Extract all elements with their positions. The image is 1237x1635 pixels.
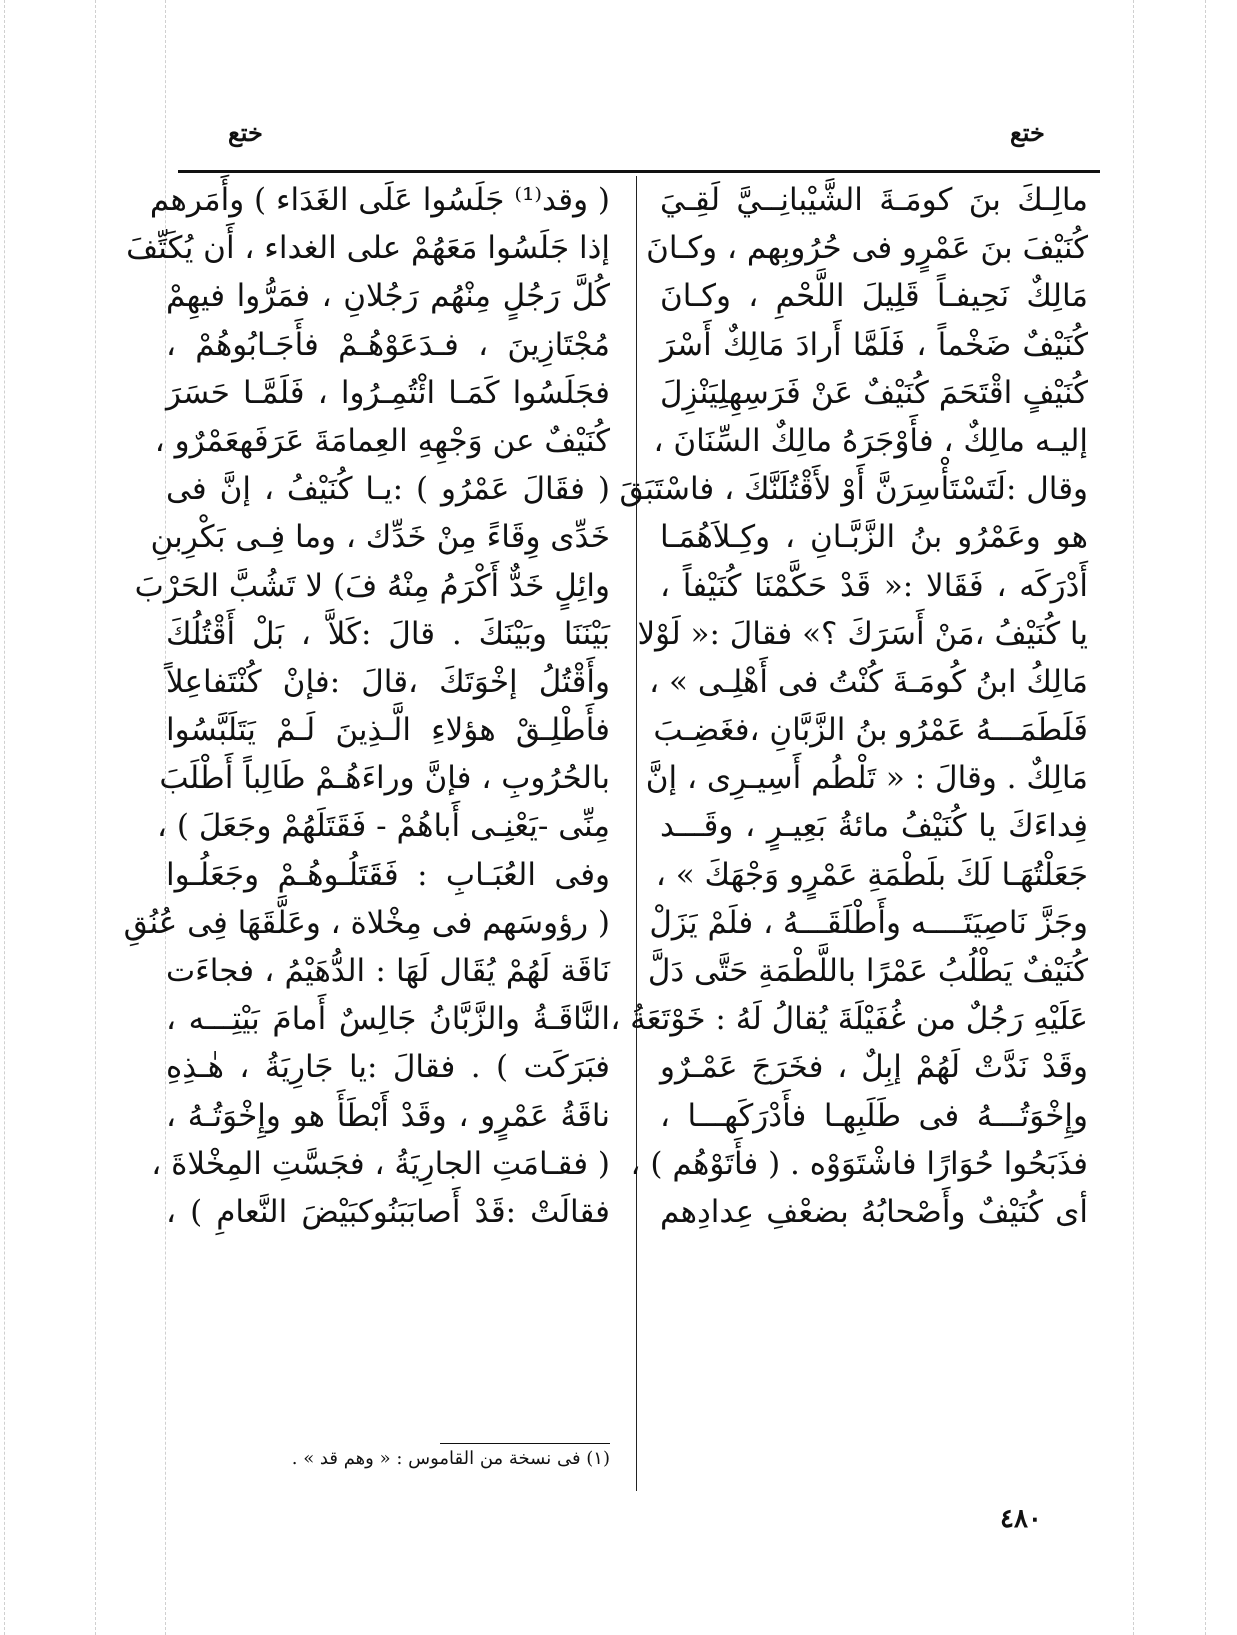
text-line: إذا جَلَسُوا مَعَهُمْ على الغداء ، أَن يُكَتِّفَ — [126, 230, 610, 267]
text-line: وأَقْتُلُ إخْوَتَكَ ،قالَ :فإنْ كُنْتَفاعِلاً — [166, 663, 610, 700]
text-line: فأَطْلِـقْ هؤلاءِ الَّـذِينَ لَـمْ يَتَلَبَّسُوا — [166, 712, 610, 749]
text-line: كُنَيْفَ بنَ عَمْرٍو فى حُرُوبِهم ، وكـانَ — [646, 230, 1088, 267]
text-line: جَعَلْتُهَـا لَكَ بلَطْمَةِ عَمْرٍو وَجْهَكَ » ، — [655, 856, 1088, 893]
text-line: وإِخْوَتُـــهُ فى طَلَبِهـا فأَدْرَكَهـــا ، — [660, 1097, 1088, 1134]
running-head-right: ختع — [1010, 118, 1045, 147]
text-line: هو وعَمْرُو بنُ الزَّبَّـانِ ، وكِـلاَهُمَـا — [660, 519, 1088, 556]
text-line: خَدِّى وِقَاءً مِنْ خَدِّك ، وما فِـى بَكْرِبنِ — [150, 519, 610, 556]
text-line: كُنَيْفٍ اقْتَحَمَ كُنَيْفٌ عَنْ فَرَسِهِلِيَنْزِلَ — [660, 374, 1088, 411]
page-number: ٤٨٠ — [1000, 1504, 1042, 1534]
text-line: ( رؤوسَهم فى مِخْلاة ، وعَلَّقَهَا فِى عُنُقِ — [123, 904, 610, 941]
text-line: يا كُنَيْفُ ،مَنْ أَسَرَكَ ؟» فقالَ :« لَوْلا — [637, 615, 1088, 652]
text-line: عَلَيْهِ رَجُلٌ من غُفَيْلَةَ يُقالُ لَهُ : خَوْتَعَةُ ، — [610, 1001, 1088, 1038]
text-line: بالحُرُوبِ ، فإنَّ وراءَهُـمْ طَالِباً أَطْلَبَ — [159, 760, 610, 797]
text-line: وائِلٍ خَدٌّ أَكْرَمُ مِنْهُ فَ) لا تَشُبَّ الحَرْبَ — [134, 567, 610, 604]
text-line: مَالِكٌ نَحِيفـاً قَلِيلَ اللَّحْمِ ، وكـانَ — [660, 278, 1088, 315]
text-line: أى كُنَيْفٌ وأَصْحابُهُ بضعْفِ عِدادِهم — [660, 1193, 1088, 1230]
text-line: وقَدْ نَدَّتْ لَهُمْ إبِلٌ ، فخَرَجَ عَمْـرٌو — [660, 1049, 1088, 1086]
text-line: وقال :لَتَسْتَأْسِرَنَّ أَوْ لأَقْتُلَنَّكَ ، فاسْتَبَقَ — [619, 471, 1088, 508]
text-line: فجَلَسُوا كَمَـا ائْتُمِـرُوا ، فَلَمَّـا حَسَرَ — [166, 374, 610, 411]
scan-guide-line — [1205, 0, 1206, 1635]
text-line: فبَرَكَت ) . فقالَ :يا جَارِيَةُ ، هٰـذِهِ — [166, 1049, 610, 1086]
column-divider — [636, 176, 637, 1491]
text-line: مُجْتَازِينَ ، فـدَعَوْهُـمْ فأَجَـابُوهُمْ ، — [166, 326, 610, 363]
scan-guide-line — [95, 0, 96, 1635]
footnote-rule — [440, 1443, 610, 1444]
text-line: ( وقد⁽¹⁾ جَلَسُوا عَلَى الغَدَاء ) وأَمَرهم — [149, 182, 610, 218]
text-line: مَالِكٌ . وقالَ : « تَلْطُم أَسِيـرِى ، إنَّ — [645, 760, 1088, 797]
scan-guide-line — [1133, 0, 1134, 1635]
text-line: مِنِّى -يَعْنِـى أَباهُمْ - فَقَتَلَهُمْ وجَعَلَ ) ، — [157, 808, 610, 845]
text-line: مالِـكَ بنَ كومَـةَ الشَّيْبانِــيَّ لَقِـيَ — [660, 182, 1088, 218]
text-line: فِداءَكَ يا كُنَيْفُ مائةُ بَعِيـرٍ ، وقَـــد — [660, 808, 1088, 845]
left-column — [123, 176, 610, 1236]
text-line: كُنَيْفٌ ضَخْماً ، فَلَمَّا أَرادَ مَالِكٌ أَسْرَ — [660, 326, 1088, 363]
text-line: فذَبَحُوا حُوَارًا فاشْتَوَوْه . ( فأَتَوْهُم ) ، — [630, 1145, 1088, 1182]
text-line: بَيْنَنَا وبَيْنَكَ . قالَ :كَلاَّ ، بَلْ أَقْتُلُكَ — [166, 615, 610, 652]
text-line: ( فقَالَ عَمْرُو ) :يـا كُنَيْفُ ، إنَّ فى — [166, 471, 610, 508]
text-line: فَلَطَمَـــهُ عَمْرُو بنُ الزَّبَّانِ ،فغَضِـبَ — [653, 712, 1088, 749]
text-line: ( فقـامَتِ الجارِيَةُ ، فجَسَّتِ المِخْلاةَ ، — [151, 1145, 610, 1182]
text-line: ناقَةُ عَمْرٍو ، وقَدْ أَبْطَأَ هو وإِخْوَتُـهُ ، — [166, 1097, 610, 1134]
running-head-left: ختع — [228, 118, 263, 147]
text-line: النَّاقَـةُ والزَّبَّانُ جَالِسٌ أَمامَ بَيْتِـــه ، — [166, 1001, 610, 1038]
text-line: نَاقَة لَهُمْ يُقَال لَهَا : الدُّهَيْمُ ، فجاءَت — [166, 953, 610, 989]
header-rule — [178, 170, 1100, 173]
scan-guide-line — [4, 0, 5, 1635]
text-line: فقالَتْ :قَدْ أَصابَبَنُوكبَيْضَ النَّعامِ ) ، — [166, 1193, 610, 1230]
text-line: إليـه مالِكٌ ، فأَوْجَرَهُ مالِكٌ السِّنَانَ ، — [653, 422, 1088, 459]
right-column — [610, 176, 1088, 1236]
text-line: وجَزَّ نَاصِيَتَــــه وأَطْلَقَـــهُ ، فلَمْ يَزَلْ — [649, 904, 1088, 941]
text-line: مَالِكُ ابنُ كُومَـةَ كُنْتُ فى أَهْلِـى » ، — [649, 663, 1088, 700]
text-line: كُنَيْفٌ يَطْلُبُ عَمْرًا باللَّطْمَةِ حَتَّى دَلَّ — [647, 953, 1088, 989]
footnote: (١) فى نسخة من القاموس : « وهم قد » . — [291, 1448, 610, 1469]
text-line: كُنَيْفٌ عن وَجْهِهِ العِمامَةَ عَرَفَهعَمْرٌو ، — [154, 422, 610, 459]
text-line: وفى العُبَـابِ : فَقَتَلُـوهُـمْ وجَعَلُـوا — [166, 856, 610, 893]
text-line: كُلَّ رَجُلٍ مِنْهُم رَجُلانِ ، فمَرُّوا فيهِمْ — [166, 278, 610, 315]
text-line: أَدْرَكَه ، فَقَالا :« قَدْ حَكَّمْنَا كُنَيْفاً ، — [660, 567, 1088, 604]
